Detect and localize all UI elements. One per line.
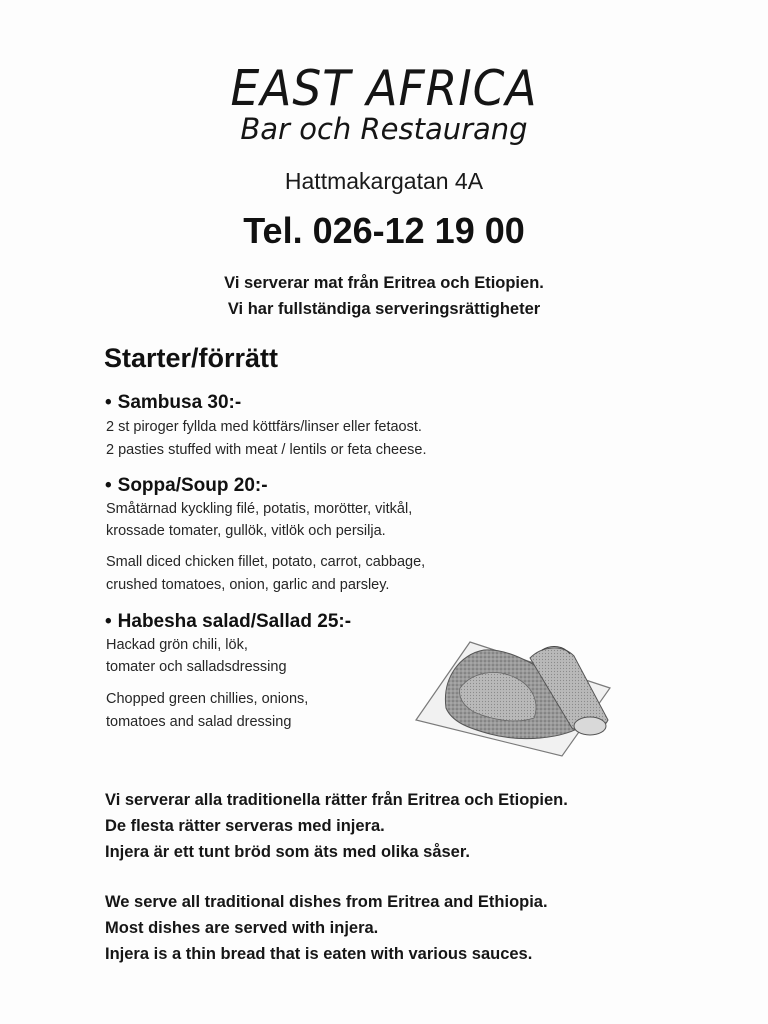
item-desc-sv: tomater och salladsdressing <box>106 659 287 675</box>
item-desc-en: crushed tomatoes, onion, garlic and parsley. <box>106 577 390 593</box>
injera-photo-icon <box>412 628 616 758</box>
menu-item-title-sambusa <box>105 390 241 416</box>
intro-line: Vi har fullständiga serveringsrättigheter <box>227 300 541 318</box>
menu-item-title-soup <box>105 473 268 499</box>
item-title: Habesha salad/Sallad 25:- <box>117 611 352 632</box>
menu-item-title-salad <box>105 609 351 635</box>
footer-sv-line: Vi serverar alla traditionella rätter från Eritrea och Etiopien. <box>105 791 568 809</box>
item-title: Sambusa 30:- <box>117 392 242 413</box>
restaurant-subtitle: Bar och Restaurang <box>240 112 528 146</box>
item-desc-en: tomatoes and salad dressing <box>106 714 292 730</box>
section-title-starters: Starter/förrätt <box>104 343 279 373</box>
footer-en-line: Injera is a thin bread that is eaten with various sauces. <box>105 945 533 963</box>
footer-sv-line: Injera är ett tunt bröd som äts med olika såser. <box>105 843 470 861</box>
phone-number: Tel. 026-12 19 00 <box>243 210 525 251</box>
item-desc-sv: krossade tomater, gullök, vitlök och persilja. <box>106 523 386 539</box>
item-desc-sv: Småtärnad kyckling filé, potatis, morötter, vitkål, <box>106 501 413 517</box>
bullet: • <box>105 475 112 496</box>
item-desc-en: Chopped green chillies, onions, <box>106 691 309 707</box>
bullet: • <box>105 611 112 632</box>
restaurant-brand: EAST AFRICA <box>230 60 538 117</box>
intro-text <box>0 270 768 322</box>
intro-line: Vi serverar mat från Eritrea och Etiopien. <box>224 274 544 292</box>
item-title: Soppa/Soup 20:- <box>117 475 268 496</box>
bullet: • <box>105 392 112 413</box>
footer-en-line: We serve all traditional dishes from Eritrea and Ethiopia. <box>105 893 548 911</box>
footer-sv-line: De flesta rätter serveras med injera. <box>105 817 385 835</box>
item-desc-en: Small diced chicken fillet, potato, carrot, cabbage, <box>106 554 426 570</box>
item-desc-en: 2 pasties stuffed with meat / lentils or feta cheese. <box>106 442 427 458</box>
item-desc-sv: Hackad grön chili, lök, <box>106 637 248 653</box>
footer-en-line: Most dishes are served with injera. <box>105 919 379 937</box>
item-desc-sv: 2 st piroger fyllda med köttfärs/linser eller fetaost. <box>106 419 422 435</box>
address: Hattmakargatan 4A <box>284 168 484 194</box>
